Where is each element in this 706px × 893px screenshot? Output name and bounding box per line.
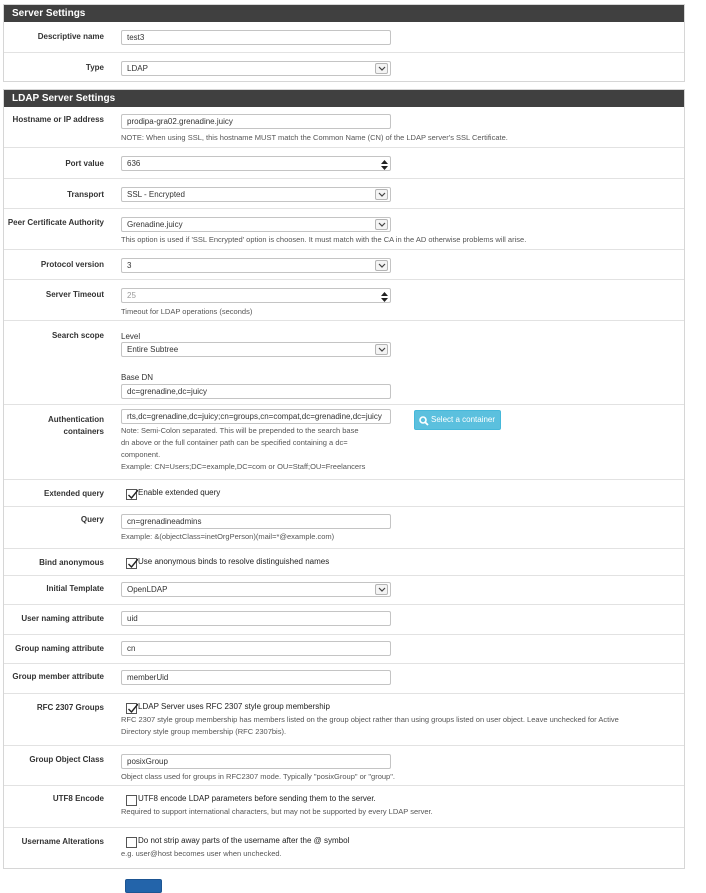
scope-level-label: Level <box>121 332 141 341</box>
peer-ca-label: Peer Certificate Authority <box>7 218 104 227</box>
hostname-input[interactable]: prodipa-gra02.grenadine.juicy <box>121 114 391 129</box>
user-naming-row <box>4 604 684 634</box>
username-alterations-checkbox[interactable] <box>126 837 137 848</box>
initial-template-value: OpenLDAP <box>127 585 168 594</box>
chevron-down-icon <box>375 584 388 595</box>
group-member-label: Group member attribute <box>12 672 104 681</box>
bind-anonymous-label: Bind anonymous <box>39 558 104 567</box>
descriptive-name-input[interactable]: test3 <box>121 30 391 45</box>
peer-ca-select[interactable] <box>121 217 391 232</box>
user-naming-input[interactable]: uid <box>121 611 391 626</box>
protocol-value: 3 <box>127 261 132 270</box>
extended-query-label: Extended query <box>43 489 104 498</box>
transport-select[interactable] <box>121 187 391 202</box>
port-value: 636 <box>127 159 141 168</box>
base-dn-input[interactable]: dc=grenadine,dc=juicy <box>121 384 391 399</box>
bind-anonymous-checkbox[interactable] <box>126 558 137 569</box>
auth-containers-label-line2: containers <box>63 427 104 436</box>
extended-query-text: Enable extended query <box>138 488 221 497</box>
query-input[interactable]: cn=grenadineadmins <box>121 514 391 529</box>
select-container-button[interactable] <box>414 410 501 430</box>
ldap-settings-title: LDAP Server Settings <box>4 90 684 107</box>
username-alterations-note: e.g. user@host becomes user when unchecked. <box>121 849 282 858</box>
descriptive-name-label: Descriptive name <box>37 32 104 41</box>
timeout-input[interactable] <box>121 288 391 303</box>
initial-template-select[interactable] <box>121 582 391 597</box>
timeout-value: 25 <box>127 291 136 300</box>
select-container-label: Select a container <box>431 415 496 424</box>
query-label: Query <box>80 515 104 524</box>
scope-level-select[interactable] <box>121 342 391 357</box>
peer-ca-value: Grenadine.juicy <box>127 220 183 229</box>
base-dn-label: Base DN <box>121 373 154 382</box>
peer-ca-row <box>4 208 684 249</box>
auth-note-line4: Example: CN=Users;DC=example,DC=com or OU=Staff;OU=Freelancers <box>121 462 366 471</box>
group-object-class-note: Object class used for groups in RFC2307 mode. Typically "posixGroup" or "group". <box>121 772 395 781</box>
chevron-down-icon <box>375 63 388 74</box>
user-naming-label: User naming attribute <box>21 614 104 623</box>
rfc2307-row <box>4 693 684 745</box>
rfc2307-text: LDAP Server uses RFC 2307 style group membership <box>138 702 330 711</box>
spinner-icon[interactable] <box>379 290 388 301</box>
auth-containers-label <box>4 414 104 438</box>
checkmark-icon <box>127 558 138 569</box>
ldap-settings-panel <box>3 89 685 869</box>
username-alterations-text: Do not strip away parts of the username after the @ symbol <box>138 836 350 845</box>
protocol-select[interactable] <box>121 258 391 273</box>
type-row <box>4 52 684 83</box>
group-naming-row <box>4 634 684 663</box>
query-row <box>4 506 684 548</box>
auth-containers-note <box>121 425 401 473</box>
transport-row <box>4 178 684 208</box>
rfc2307-label: RFC 2307 Groups <box>36 703 104 712</box>
rfc2307-note <box>121 714 683 738</box>
auth-containers-row <box>4 404 684 479</box>
auth-note-line2: dn above or the full container path can be specified containing a dc= <box>121 438 348 447</box>
type-value: LDAP <box>127 64 148 73</box>
port-input[interactable] <box>121 156 391 171</box>
transport-label: Transport <box>67 190 104 199</box>
descriptive-name-row <box>4 22 684 52</box>
group-object-class-input[interactable]: posixGroup <box>121 754 391 769</box>
extended-query-row <box>4 479 684 506</box>
rfc2307-checkbox[interactable] <box>126 703 137 714</box>
chevron-down-icon <box>375 344 388 355</box>
peer-ca-note: This option is used if 'SSL Encrypted' option is choosen. It must match with the CA in the AD otherwise problems will arise. <box>121 235 527 244</box>
utf8-row <box>4 785 684 827</box>
auth-containers-label-line1: Authentication <box>48 415 104 424</box>
chevron-down-icon <box>375 219 388 230</box>
protocol-row <box>4 249 684 279</box>
initial-template-label: Initial Template <box>46 584 104 593</box>
group-object-class-label: Group Object Class <box>29 755 104 764</box>
auth-note-line3: component. <box>121 450 161 459</box>
utf8-text: UTF8 encode LDAP parameters before sending them to the server. <box>138 794 376 803</box>
utf8-checkbox[interactable] <box>126 795 137 806</box>
save-button[interactable] <box>125 879 162 893</box>
rfc2307-note-line1: RFC 2307 style group membership has members listed on the group object rather than using groups listed on user object. Leave unchecked for Active <box>121 715 619 724</box>
server-settings-title: Server Settings <box>4 5 684 22</box>
timeout-note: Timeout for LDAP operations (seconds) <box>121 307 253 316</box>
group-naming-label: Group naming attribute <box>15 644 104 653</box>
group-member-row <box>4 663 684 693</box>
hostname-row <box>4 107 684 147</box>
protocol-label: Protocol version <box>40 260 104 269</box>
search-icon <box>419 415 429 433</box>
hostname-label: Hostname or IP address <box>12 115 104 124</box>
server-settings-panel <box>3 4 685 82</box>
chevron-down-icon <box>375 189 388 200</box>
initial-template-row <box>4 575 684 604</box>
auth-containers-input[interactable]: rts,dc=grenadine,dc=juicy;cn=groups,cn=compat,dc=grenadine,dc=juicy <box>121 409 391 424</box>
utf8-note: Required to support international characters, but may not be supported by every LDAP server. <box>121 807 433 816</box>
utf8-label: UTF8 Encode <box>52 794 104 803</box>
search-scope-label: Search scope <box>51 331 104 340</box>
username-alterations-row <box>4 827 684 869</box>
group-naming-input[interactable]: cn <box>121 641 391 656</box>
port-row <box>4 147 684 178</box>
chevron-down-icon <box>375 260 388 271</box>
username-alterations-label: Username Alterations <box>21 837 104 846</box>
timeout-row <box>4 279 684 320</box>
bind-anonymous-text: Use anonymous binds to resolve distinguished names <box>138 557 330 566</box>
spinner-icon[interactable] <box>379 158 388 169</box>
group-object-class-row <box>4 745 684 785</box>
timeout-label: Server Timeout <box>45 290 104 299</box>
auth-note-line1: Note: Semi-Colon separated. This will be prepended to the search base <box>121 426 359 435</box>
checkmark-icon <box>127 703 138 714</box>
group-member-input[interactable]: memberUid <box>121 670 391 685</box>
rfc2307-note-line2: Directory style group membership (RFC 2307bis). <box>121 727 287 736</box>
transport-value: SSL - Encrypted <box>127 190 185 199</box>
bind-anonymous-row <box>4 548 684 575</box>
type-select[interactable] <box>121 61 391 76</box>
extended-query-checkbox[interactable] <box>126 489 137 500</box>
query-note: Example: &(objectClass=inetOrgPerson)(mail=*@example.com) <box>121 532 335 541</box>
checkmark-icon <box>127 489 138 500</box>
type-label: Type <box>85 63 104 72</box>
hostname-note: NOTE: When using SSL, this hostname MUST match the Common Name (CN) of the LDAP server's SSL Certificate. <box>121 133 508 142</box>
port-label: Port value <box>65 159 104 168</box>
scope-level-value: Entire Subtree <box>127 345 179 354</box>
search-scope-row <box>4 320 684 404</box>
